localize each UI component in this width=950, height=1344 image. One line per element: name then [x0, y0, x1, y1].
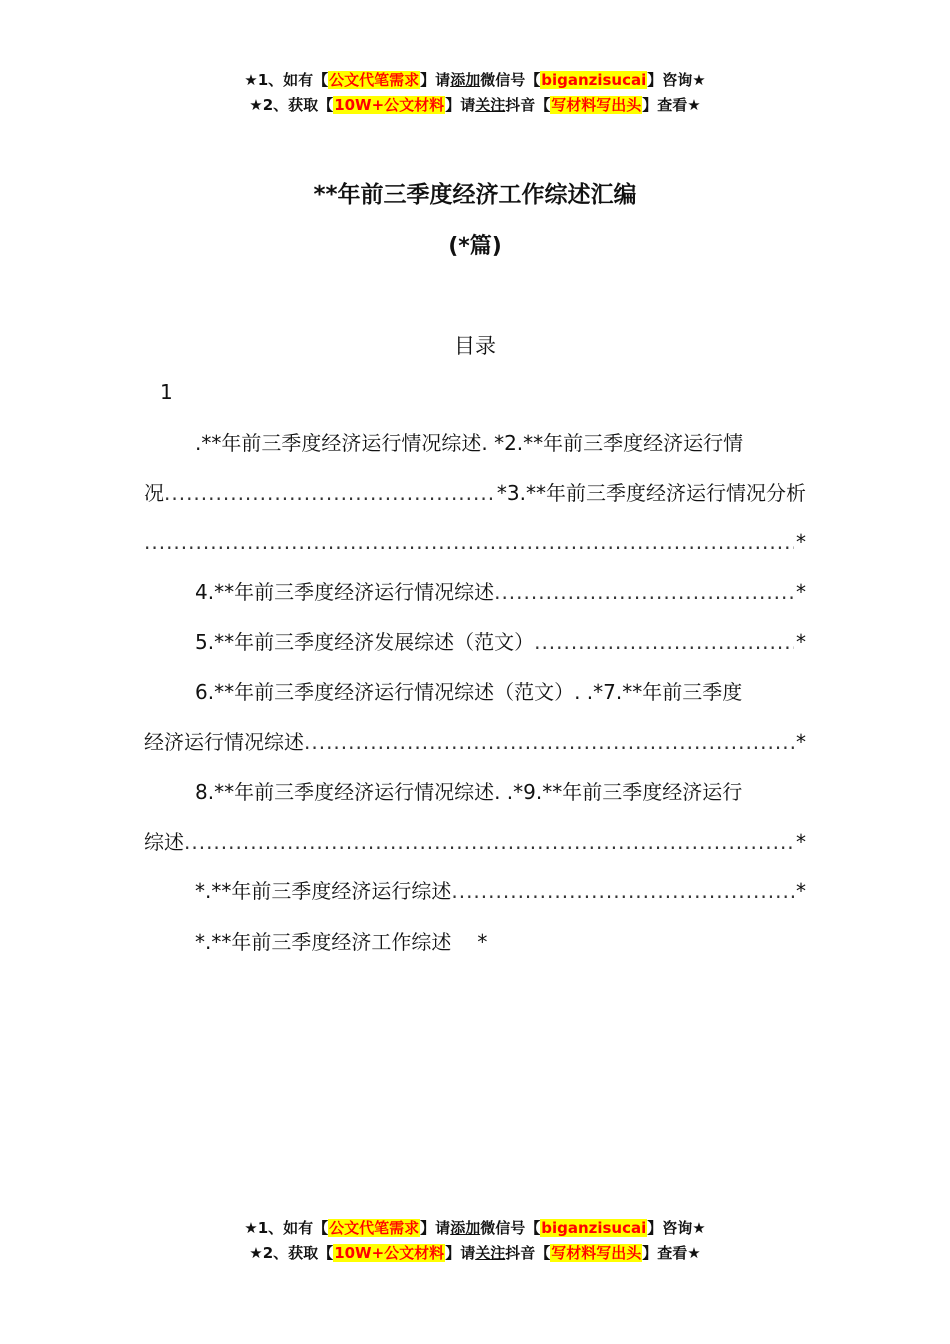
toc-line: *.**年前三季度经济运行综述 ..... *	[195, 876, 806, 906]
toc-heading: 目录	[454, 334, 496, 358]
dot-leader	[164, 478, 495, 508]
dot-leader	[494, 577, 794, 607]
toc-line: 4.**年前三季度经济运行情况综述 ..... *	[195, 577, 806, 607]
document-title: **年前三季度经济工作综述汇编	[313, 182, 637, 208]
toc-line: 经济运行情况综述 ..... *	[144, 727, 806, 757]
banner-highlight: 10W+公文材料	[334, 1244, 445, 1262]
dot-leader	[304, 727, 794, 757]
wechat-id: biganzisucai	[541, 71, 647, 89]
wechat-id: biganzisucai	[541, 1219, 647, 1237]
dot-leader	[144, 527, 794, 557]
bottom-banner	[0, 1216, 950, 1266]
toc-line: ..... *	[144, 527, 806, 557]
banner-highlight: 10W+公文材料	[334, 96, 445, 114]
dot-leader	[184, 827, 794, 857]
toc-line: 6.**年前三季度经济运行情况综述（范文）. .*7.**年前三季度	[195, 680, 743, 704]
banner-line-2: ★2、获取【10W+公文材料】请关注抖音【写材料写出头】查看★	[249, 1244, 701, 1262]
top-banner	[0, 68, 950, 118]
toc-line: 况 ..... *3.**年前三季度经济运行情况分析	[144, 478, 806, 508]
dot-leader	[451, 876, 794, 906]
document-subtitle: (*篇)	[448, 234, 502, 259]
banner-line-1: ★1、如有【公文代笔需求】请添加微信号【biganzisucai】咨询★	[244, 71, 706, 89]
banner-line-2: ★2、获取【10W+公文材料】请关注抖音【写材料写出头】查看★	[249, 96, 701, 114]
toc-line: .**年前三季度经济运行情况综述. *2.**年前三季度经济运行情	[195, 431, 744, 455]
banner-highlight: 公文代笔需求	[329, 71, 420, 89]
toc-number: 1	[160, 380, 173, 404]
toc-line: 8.**年前三季度经济运行情况综述. .*9.**年前三季度经济运行	[195, 780, 743, 804]
toc-line: *.**年前三季度经济工作综述 *	[195, 930, 488, 954]
dot-leader	[534, 627, 794, 657]
banner-line-1: ★1、如有【公文代笔需求】请添加微信号【biganzisucai】咨询★	[244, 1219, 706, 1237]
toc-line: 综述 ..... *	[144, 827, 806, 857]
banner-highlight: 公文代笔需求	[329, 1219, 420, 1237]
toc-line: 5.**年前三季度经济发展综述（范文） ..... *	[195, 627, 806, 657]
douyin-name: 写材料写出头	[551, 1244, 642, 1262]
douyin-name: 写材料写出头	[551, 96, 642, 114]
